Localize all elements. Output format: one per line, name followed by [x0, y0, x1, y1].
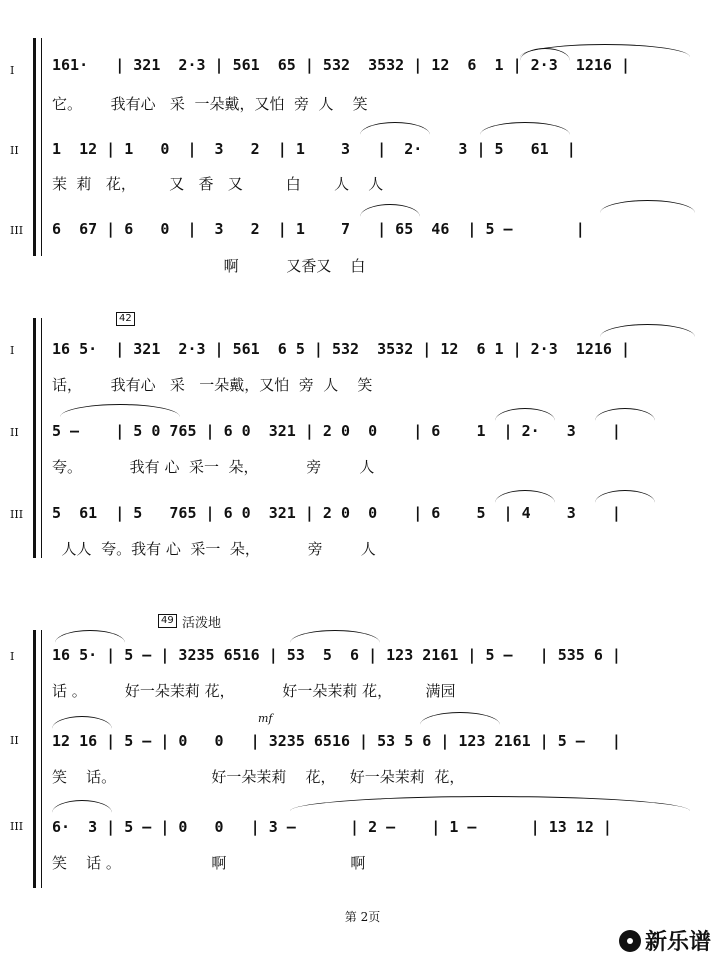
logo-text: 新乐谱 [644, 930, 711, 955]
rehearsal-number: 49 [158, 614, 177, 628]
slur [600, 200, 695, 213]
voice-label: II [10, 144, 19, 157]
slur [60, 404, 180, 417]
staff-voice-1 [0, 318, 725, 398]
voice-label: III [10, 820, 24, 833]
page-number: 第 2页 [344, 910, 381, 924]
staff-voice-3 [0, 482, 725, 562]
lyrics-line: 人人 夸。我有 心 采一 朵， 旁 人 [52, 540, 376, 558]
staff-voice-2 [0, 400, 725, 480]
lyrics-line: 茉 莉 花， 又 香 又 白 人 人 [52, 175, 384, 193]
slur [480, 122, 570, 135]
notes-line: 161· | 321 2·3 | 561 65 | 532 3532 | 12 6 1 | 2·3 1216 | [52, 56, 630, 74]
slur [420, 712, 500, 725]
notes-line: 12 16 | 5 – | 0 0 | 3235 6516 | 53 5 6 | 123 2161 | 5 – | [52, 732, 621, 750]
slur [595, 408, 655, 421]
dynamic-marking: mf [258, 712, 273, 725]
record-icon [619, 930, 641, 952]
lyrics-line: 它。 我有心 采 一朵戴，又怕 旁 人 笑 [52, 95, 368, 113]
staff-voice-2 [0, 118, 725, 198]
lyrics-line: 笑 话。 好一朵茉莉 花， 好一朵茉莉 花， [52, 768, 465, 786]
lyrics-line: 啊 又香又 白 [52, 257, 366, 275]
slur [360, 122, 430, 135]
notes-line: 16 5· | 321 2·3 | 561 6 5 | 532 3532 | 12 6 1 | 2·3 1216 | [52, 340, 630, 358]
slur [600, 324, 695, 337]
notes-line: 6 67 | 6 0 | 3 2 | 1 7 | 65 46 | 5 – | [52, 220, 585, 238]
slur [55, 630, 125, 643]
notes-line: 5 – | 5 0 765 | 6 0 321 | 2 0 0 | 6 1 | 2· 3 | [52, 422, 621, 440]
voice-label: I [10, 650, 15, 663]
staff-voice-2 [0, 712, 725, 792]
staff-voice-3 [0, 198, 725, 278]
slur [290, 630, 380, 643]
notes-line: 6· 3 | 5 – | 0 0 | 3 – | 2 – | 1 – | 13 12 | [52, 818, 612, 836]
site-logo [619, 925, 711, 956]
voice-label: I [10, 64, 15, 77]
slur [52, 800, 112, 813]
notes-line: 5 61 | 5 765 | 6 0 321 | 2 0 0 | 6 5 | 4 3 | [52, 504, 621, 522]
voice-label: II [10, 734, 19, 747]
voice-label: I [10, 344, 15, 357]
staff-voice-3 [0, 796, 725, 876]
slur [52, 716, 112, 729]
notes-line: 1 12 | 1 0 | 3 2 | 1 3 | 2· 3 | 5 61 | [52, 140, 576, 158]
notes-line: 16 5· | 5 – | 3235 6516 | 53 5 6 | 123 2161 | 5 – | 535 6 | [52, 646, 621, 664]
voice-label: III [10, 508, 24, 521]
staff-voice-1 [0, 630, 725, 710]
lyrics-line: 夸。 我有 心 采一 朵， 旁 人 [52, 458, 375, 476]
slur [495, 490, 555, 503]
voice-label: III [10, 224, 24, 237]
slur [360, 204, 420, 217]
slur [495, 408, 555, 421]
lyrics-line: 笑 话 。 啊 啊 [52, 854, 366, 872]
staff-voice-1 [0, 38, 725, 118]
tempo-marking: 活泼地 [182, 616, 222, 631]
lyrics-line: 话， 我有心 采 一朵戴，又怕 旁 人 笑 [52, 376, 373, 394]
slur [290, 796, 690, 811]
rehearsal-number: 42 [116, 312, 135, 326]
lyrics-line: 话 。 好一朵茉莉 花， 好一朵茉莉 花， 满园 [52, 682, 456, 700]
slur [595, 490, 655, 503]
voice-label: II [10, 426, 19, 439]
